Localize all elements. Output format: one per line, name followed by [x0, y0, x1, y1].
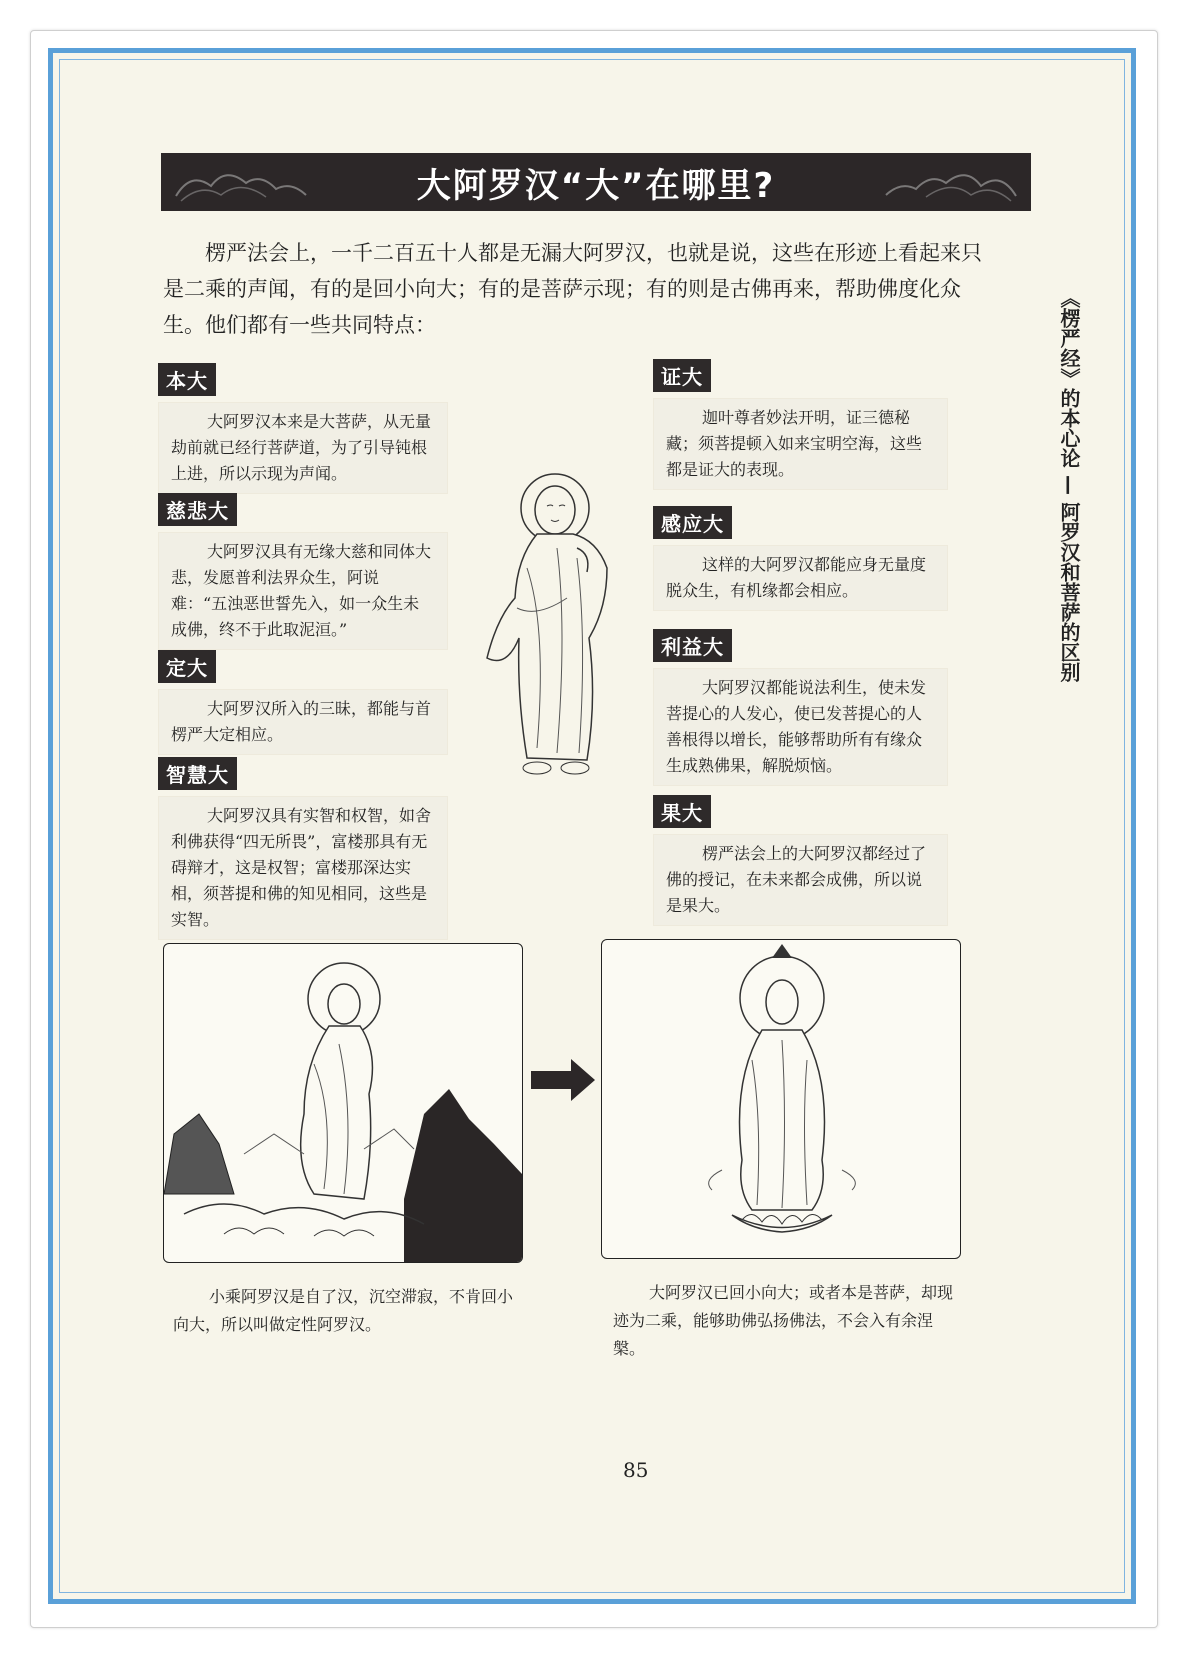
- section-text: 这样的大阿罗汉都能应身无量度脱众生，有机缘都会相应。: [653, 545, 948, 611]
- section-ding-da: [158, 650, 448, 755]
- section-zhi-hui-da: [158, 757, 448, 940]
- section-tag: 感应大: [653, 506, 732, 539]
- section-gan-ying-da: [653, 506, 948, 611]
- section-tag: 慈悲大: [158, 493, 237, 526]
- section-ben-da: [158, 363, 448, 494]
- section-ci-bei-da: [158, 493, 448, 650]
- section-text: 大阿罗汉都能说法利生，使未发菩提心的人发心，使已发菩提心的人善根得以增长，能够帮助所有有缘众生成熟佛果，解脱烦恼。: [653, 668, 948, 786]
- standing-arhat-illustration: [457, 468, 647, 783]
- bodhisattva-on-lotus-drawing: [602, 940, 960, 1258]
- hinayana-arhat-illustration: [163, 943, 523, 1263]
- page-number: 85: [623, 1458, 649, 1482]
- section-tag: 证大: [653, 359, 711, 392]
- section-guo-da: [653, 795, 948, 926]
- arrow-right-icon: [531, 1057, 597, 1103]
- caption-right: 大阿罗汉已回小向大；或者本是菩萨，却现迹为二乘，能够助佛弘扬佛法，不会入有余涅槃。: [613, 1283, 954, 1358]
- section-tag: 定大: [158, 650, 216, 683]
- arhat-on-clouds-drawing: [164, 944, 522, 1262]
- section-tag: 智慧大: [158, 757, 237, 790]
- section-text: 迦叶尊者妙法开明，证三德秘藏；须菩提顿入如来宝明空海，这些都是证大的表现。: [653, 398, 948, 490]
- section-li-yi-da: [653, 629, 948, 786]
- cloud-ornament-right: [881, 161, 1021, 203]
- section-text: 大阿罗汉具有实智和权智，如舍利佛获得“四无所畏”，富楼那具有无碍辩才，这是权智；富楼那深达实相，须菩提和佛的知见相同，这些是实智。: [158, 796, 448, 940]
- page-frame: [48, 48, 1136, 1604]
- side-running-title: 《楞严经》的本心论 — 阿罗汉和菩萨的区别: [1057, 288, 1081, 682]
- section-tag: 利益大: [653, 629, 732, 662]
- section-tag: 本大: [158, 363, 216, 396]
- section-text: 大阿罗汉具有无缘大慈和同体大悲，发愿普利法界众生，阿说难：“五浊恶世誓先入，如一众生未成佛，终不于此取泥洹。”: [158, 532, 448, 650]
- title-banner: [161, 153, 1031, 211]
- section-text: 楞严法会上的大阿罗汉都经过了佛的授记，在未来都会成佛，所以说是果大。: [653, 834, 948, 926]
- section-zheng-da: [653, 359, 948, 490]
- intro-paragraph: 楞严法会上，一千二百五十人都是无漏大阿罗汉，也就是说，这些在形迹上看起来只是二乘的声闻，有的是回小向大；有的是菩萨示现；有的则是古佛再来，帮助佛度化众生。他们都有一些共同特点：: [163, 241, 982, 337]
- section-text: 大阿罗汉本来是大菩萨，从无量劫前就已经行菩萨道，为了引导钝根上进，所以示现为声闻。: [158, 402, 448, 494]
- section-text: 大阿罗汉所入的三昧，都能与首楞严大定相应。: [158, 689, 448, 755]
- cloud-ornament-left: [171, 161, 311, 203]
- caption-left: 小乘阿罗汉是自了汉，沉空滞寂，不肯回小向大，所以叫做定性阿罗汉。: [173, 1287, 514, 1334]
- bodhisattva-illustration: [601, 939, 961, 1259]
- section-tag: 果大: [653, 795, 711, 828]
- page-title: 大阿罗汉“大”在哪里?: [416, 165, 776, 206]
